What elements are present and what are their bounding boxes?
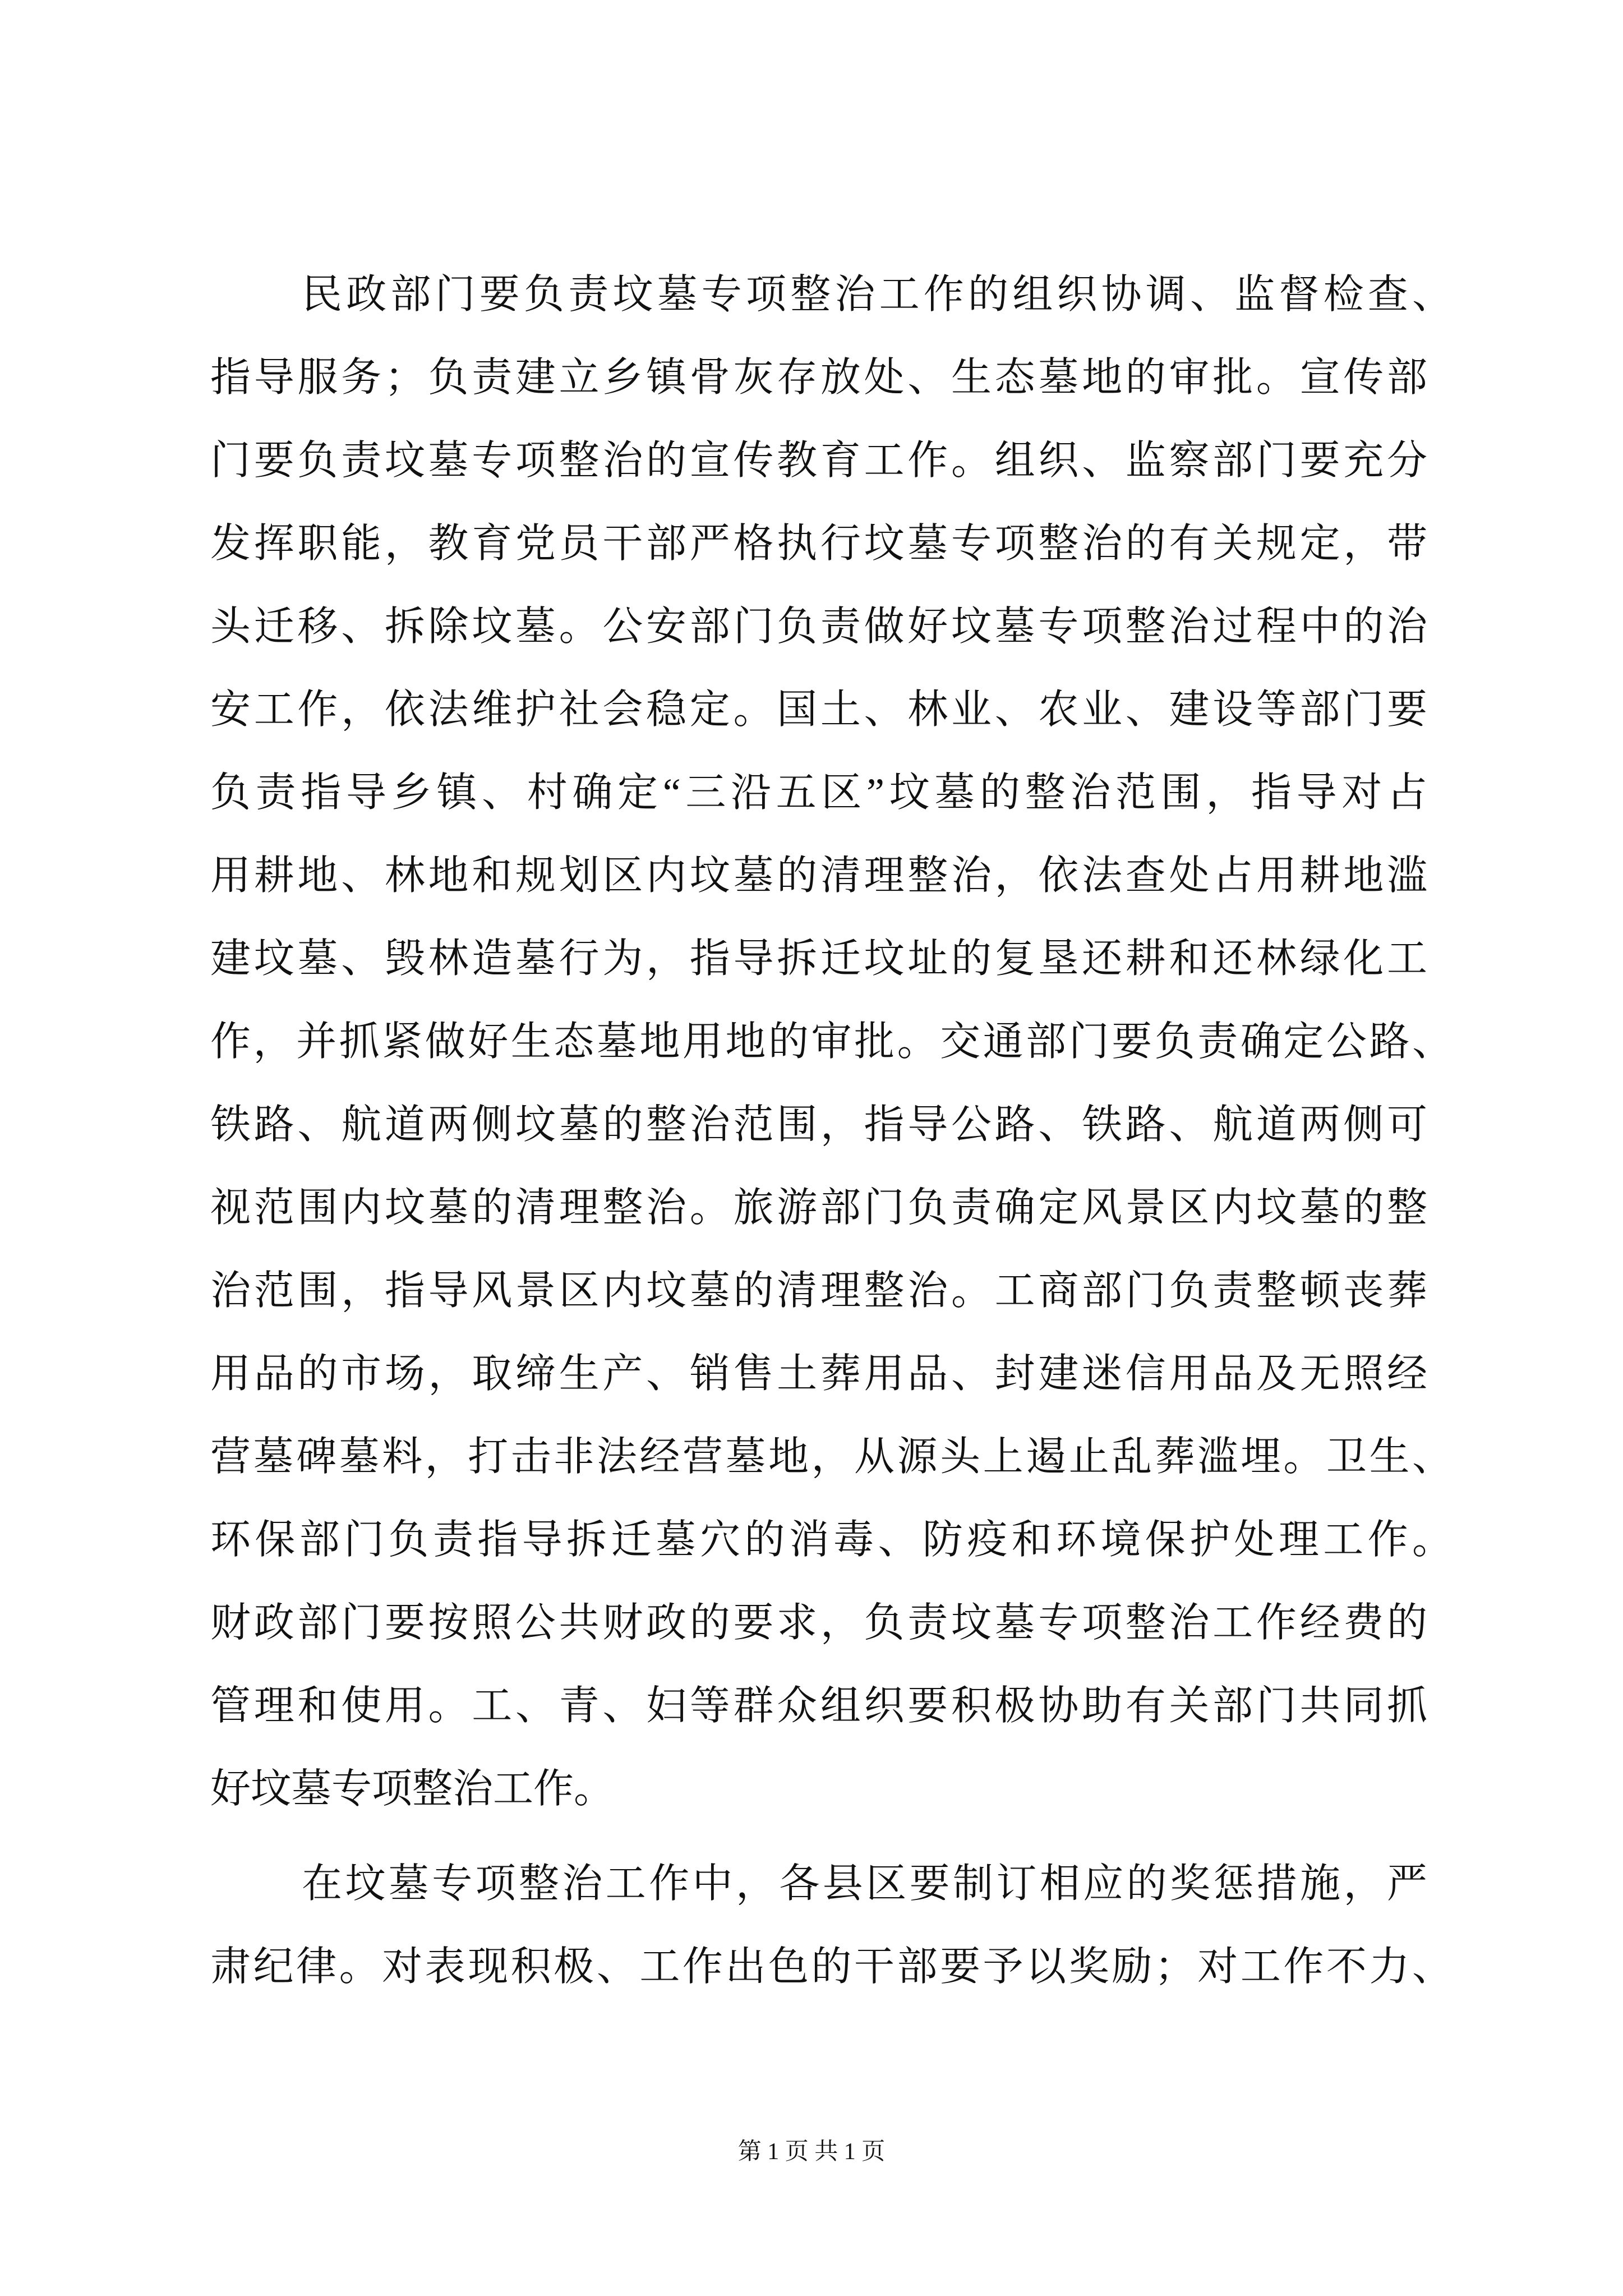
text-line: 环保部门负责指导拆迁墓穴的消毒、防疫和环境保护处理工作。 xyxy=(210,1517,1453,1562)
paragraph xyxy=(210,1842,1453,2008)
page-footer: 第 1 页 共 1 页 xyxy=(737,2139,886,2165)
text-line: 建坟墓、毁林造墓行为，指导拆迁坟址的复垦还耕和还林绿化工 xyxy=(210,936,1427,981)
text-line: 好坟墓专项整治工作。 xyxy=(210,1766,615,1811)
text-line: 门要负责坟墓专项整治的宣传教育工作。组织、监察部门要充分 xyxy=(210,438,1427,483)
text-line: 用品的市场，取缔生产、销售土葬用品、封建迷信用品及无照经 xyxy=(210,1351,1427,1396)
text-line: 营墓碑墓料，打击非法经营墓地，从源头上遏止乱葬滥埋。卫生、 xyxy=(210,1434,1453,1479)
text-line: 指导服务；负责建立乡镇骨灰存放处、生态墓地的审批。宣传部 xyxy=(210,355,1427,400)
text-line: 民政部门要负责坟墓专项整治工作的组织协调、监督检查、 xyxy=(302,272,1453,317)
text-line: 头迁移、拆除坟墓。公安部门负责做好坟墓专项整治过程中的治 xyxy=(210,604,1427,649)
text-line: 在坟墓专项整治工作中，各县区要制订相应的奖惩措施，严 xyxy=(302,1861,1427,1906)
text-line: 管理和使用。工、青、妇等群众组织要积极协助有关部门共同抓 xyxy=(210,1683,1427,1728)
text-line: 肃纪律。对表现积极、工作出色的干部要予以奖励；对工作不力、 xyxy=(210,1944,1453,1989)
text-line: 用耕地、林地和规划区内坟墓的清理整治，依法查处占用耕地滥 xyxy=(210,853,1427,898)
text-line: 作，并抓紧做好生态墓地用地的审批。交通部门要负责确定公路、 xyxy=(210,1019,1453,1064)
text-line: 财政部门要按照公共财政的要求，负责坟墓专项整治工作经费的 xyxy=(210,1600,1427,1645)
paragraph xyxy=(210,253,1453,1830)
text-line: 发挥职能，教育党员干部严格执行坟墓专项整治的有关规定，带 xyxy=(210,521,1427,566)
text-line: 铁路、航道两侧坟墓的整治范围，指导公路、铁路、航道两侧可 xyxy=(210,1102,1427,1147)
text-line: 安工作，依法维护社会稳定。国土、林业、农业、建设等部门要 xyxy=(210,687,1427,732)
text-line: 视范围内坟墓的清理整治。旅游部门负责确定风景区内坟墓的整 xyxy=(210,1185,1427,1230)
document-body xyxy=(210,253,1453,2008)
text-line: 治范围，指导风景区内坟墓的清理整治。工商部门负责整顿丧葬 xyxy=(210,1268,1427,1313)
text-line: 负责指导乡镇、村确定“三沿五区”坟墓的整治范围，指导对占 xyxy=(210,770,1427,815)
